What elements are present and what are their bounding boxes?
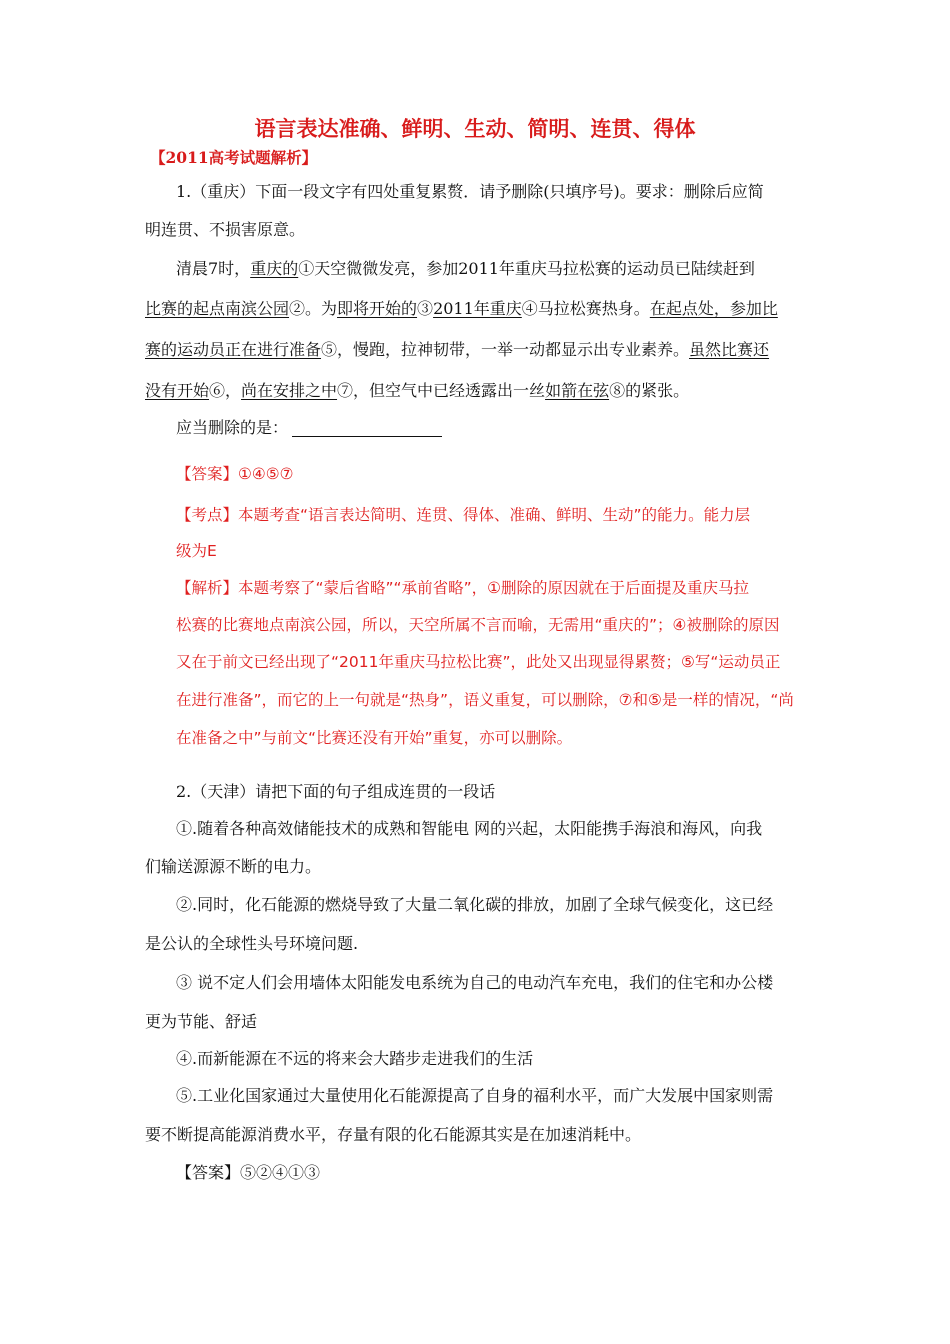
q2-stem: 2.（天津）请把下面的句子组成连贯的一段话 <box>176 782 496 801</box>
passage-text: ⑤，慢跑，拉神韧带，一举一动都显示出专业素养。 <box>321 340 690 359</box>
q2-s2-line1: ②.同时，化石能源的燃烧导致了大量二氧化碳的排放，加剧了全球气候变化，这已经 <box>176 895 774 914</box>
passage-text: 清晨7时， <box>176 259 251 278</box>
q1-prompt <box>176 418 442 438</box>
q1-jiexi-line4: 在进行准备”，而它的上一句就是“热身”，语义重复，可以删除，⑦和⑤是一样的情况，“尚 <box>176 691 794 709</box>
page-title: 语言表达准确、鲜明、生动、简明、连贯、得体 <box>254 116 696 141</box>
q1-jiexi-line2: 松赛的比赛地点南滨公园，所以，天空所属不言而喻，无需用“重庆的”；④被删除的原因 <box>176 616 780 634</box>
answer-blank <box>292 420 442 437</box>
underlined-phrase: 比赛的起点南滨公园 <box>145 299 290 318</box>
q1-jiexi-line3: 又在于前文已经出现了“2011年重庆马拉松比赛”，此处又出现显得累赘；⑤写“运动员正 <box>176 653 781 671</box>
section-tag: 【2011高考试题解析】 <box>150 148 318 167</box>
underlined-phrase: 2011年重庆 <box>433 299 522 318</box>
underlined-phrase: 没有开始 <box>145 381 210 400</box>
underlined-phrase: 赛的运动员正在进行准备 <box>145 340 322 359</box>
q1-passage-line3 <box>145 340 769 360</box>
passage-text: ⑥， <box>209 381 242 400</box>
q1-jiexi-line5: 在准备之中”与前文“比赛还没有开始”重复，亦可以删除。 <box>176 729 573 747</box>
q1-passage-line2 <box>145 299 778 319</box>
q1-kaodian-line2: 级为E <box>176 542 217 560</box>
q2-s3-line1: ③ 说不定人们会用墙体太阳能发电系统为自己的电动汽车充电，我们的住宅和办公楼 <box>176 973 774 992</box>
q2-s1-line1: ①.随着各种高效储能技术的成熟和智能电 网的兴起，太阳能携手海浪和海风，向我 <box>176 819 763 838</box>
q2-s5-line1: ⑤.工业化国家通过大量使用化石能源提高了自身的福利水平，而广大发展中国家则需 <box>176 1086 774 1105</box>
underlined-phrase: 虽然比赛还 <box>689 340 770 359</box>
underlined-phrase: 重庆的 <box>250 259 299 278</box>
q1-kaodian-line1: 【考点】本题考查“语言表达简明、连贯、得体、准确、鲜明、生动”的能力。能力层 <box>176 506 751 524</box>
q2-s3-line2: 更为节能、舒适 <box>145 1012 258 1031</box>
underlined-phrase: 即将开始的 <box>337 299 418 318</box>
passage-text: ③ <box>417 299 434 318</box>
q2-s2-line2: 是公认的全球性头号环境问题. <box>145 934 359 953</box>
passage-text: ⑧的紧张。 <box>609 381 690 400</box>
passage-text: ①天空微微发亮，参加2011年重庆马拉松赛的运动员已陆续赶到 <box>298 259 755 278</box>
underlined-phrase: 如箭在弦 <box>545 381 610 400</box>
q1-prompt-label: 应当删除的是： <box>176 418 289 437</box>
q2-s5-line2: 要不断提高能源消费水平，存量有限的化石能源其实是在加速消耗中。 <box>145 1125 642 1144</box>
passage-text: ②。为 <box>289 299 338 318</box>
q1-passage-line4 <box>145 381 689 401</box>
q1-jiexi-line1: 【解析】本题考察了“蒙后省略”“承前省略”，①删除的原因就在于后面提及重庆马拉 <box>176 579 750 597</box>
underlined-phrase: 在起点处，参加比 <box>649 299 778 318</box>
q2-s4-line1: ④.而新能源在不远的将来会大踏步走进我们的生活 <box>176 1049 534 1068</box>
passage-text: ⑦，但空气中已经透露出一丝 <box>337 381 546 400</box>
passage-text: ④马拉松赛热身。 <box>521 299 650 318</box>
q2-s1-line2: 们输送源源不断的电力。 <box>145 857 322 876</box>
q1-passage-line1 <box>176 259 755 279</box>
q1-stem-line1: 1.（重庆）下面一段文字有四处重复累赘．请予删除(只填序号)。要求：删除后应简 <box>176 182 764 201</box>
underlined-phrase: 尚在安排之中 <box>241 381 338 400</box>
q1-answer: 【答案】①④⑤⑦ <box>176 465 294 483</box>
q2-answer: 【答案】⑤②④①③ <box>176 1163 321 1182</box>
q1-stem-line2: 明连贯、不损害原意。 <box>145 220 306 239</box>
